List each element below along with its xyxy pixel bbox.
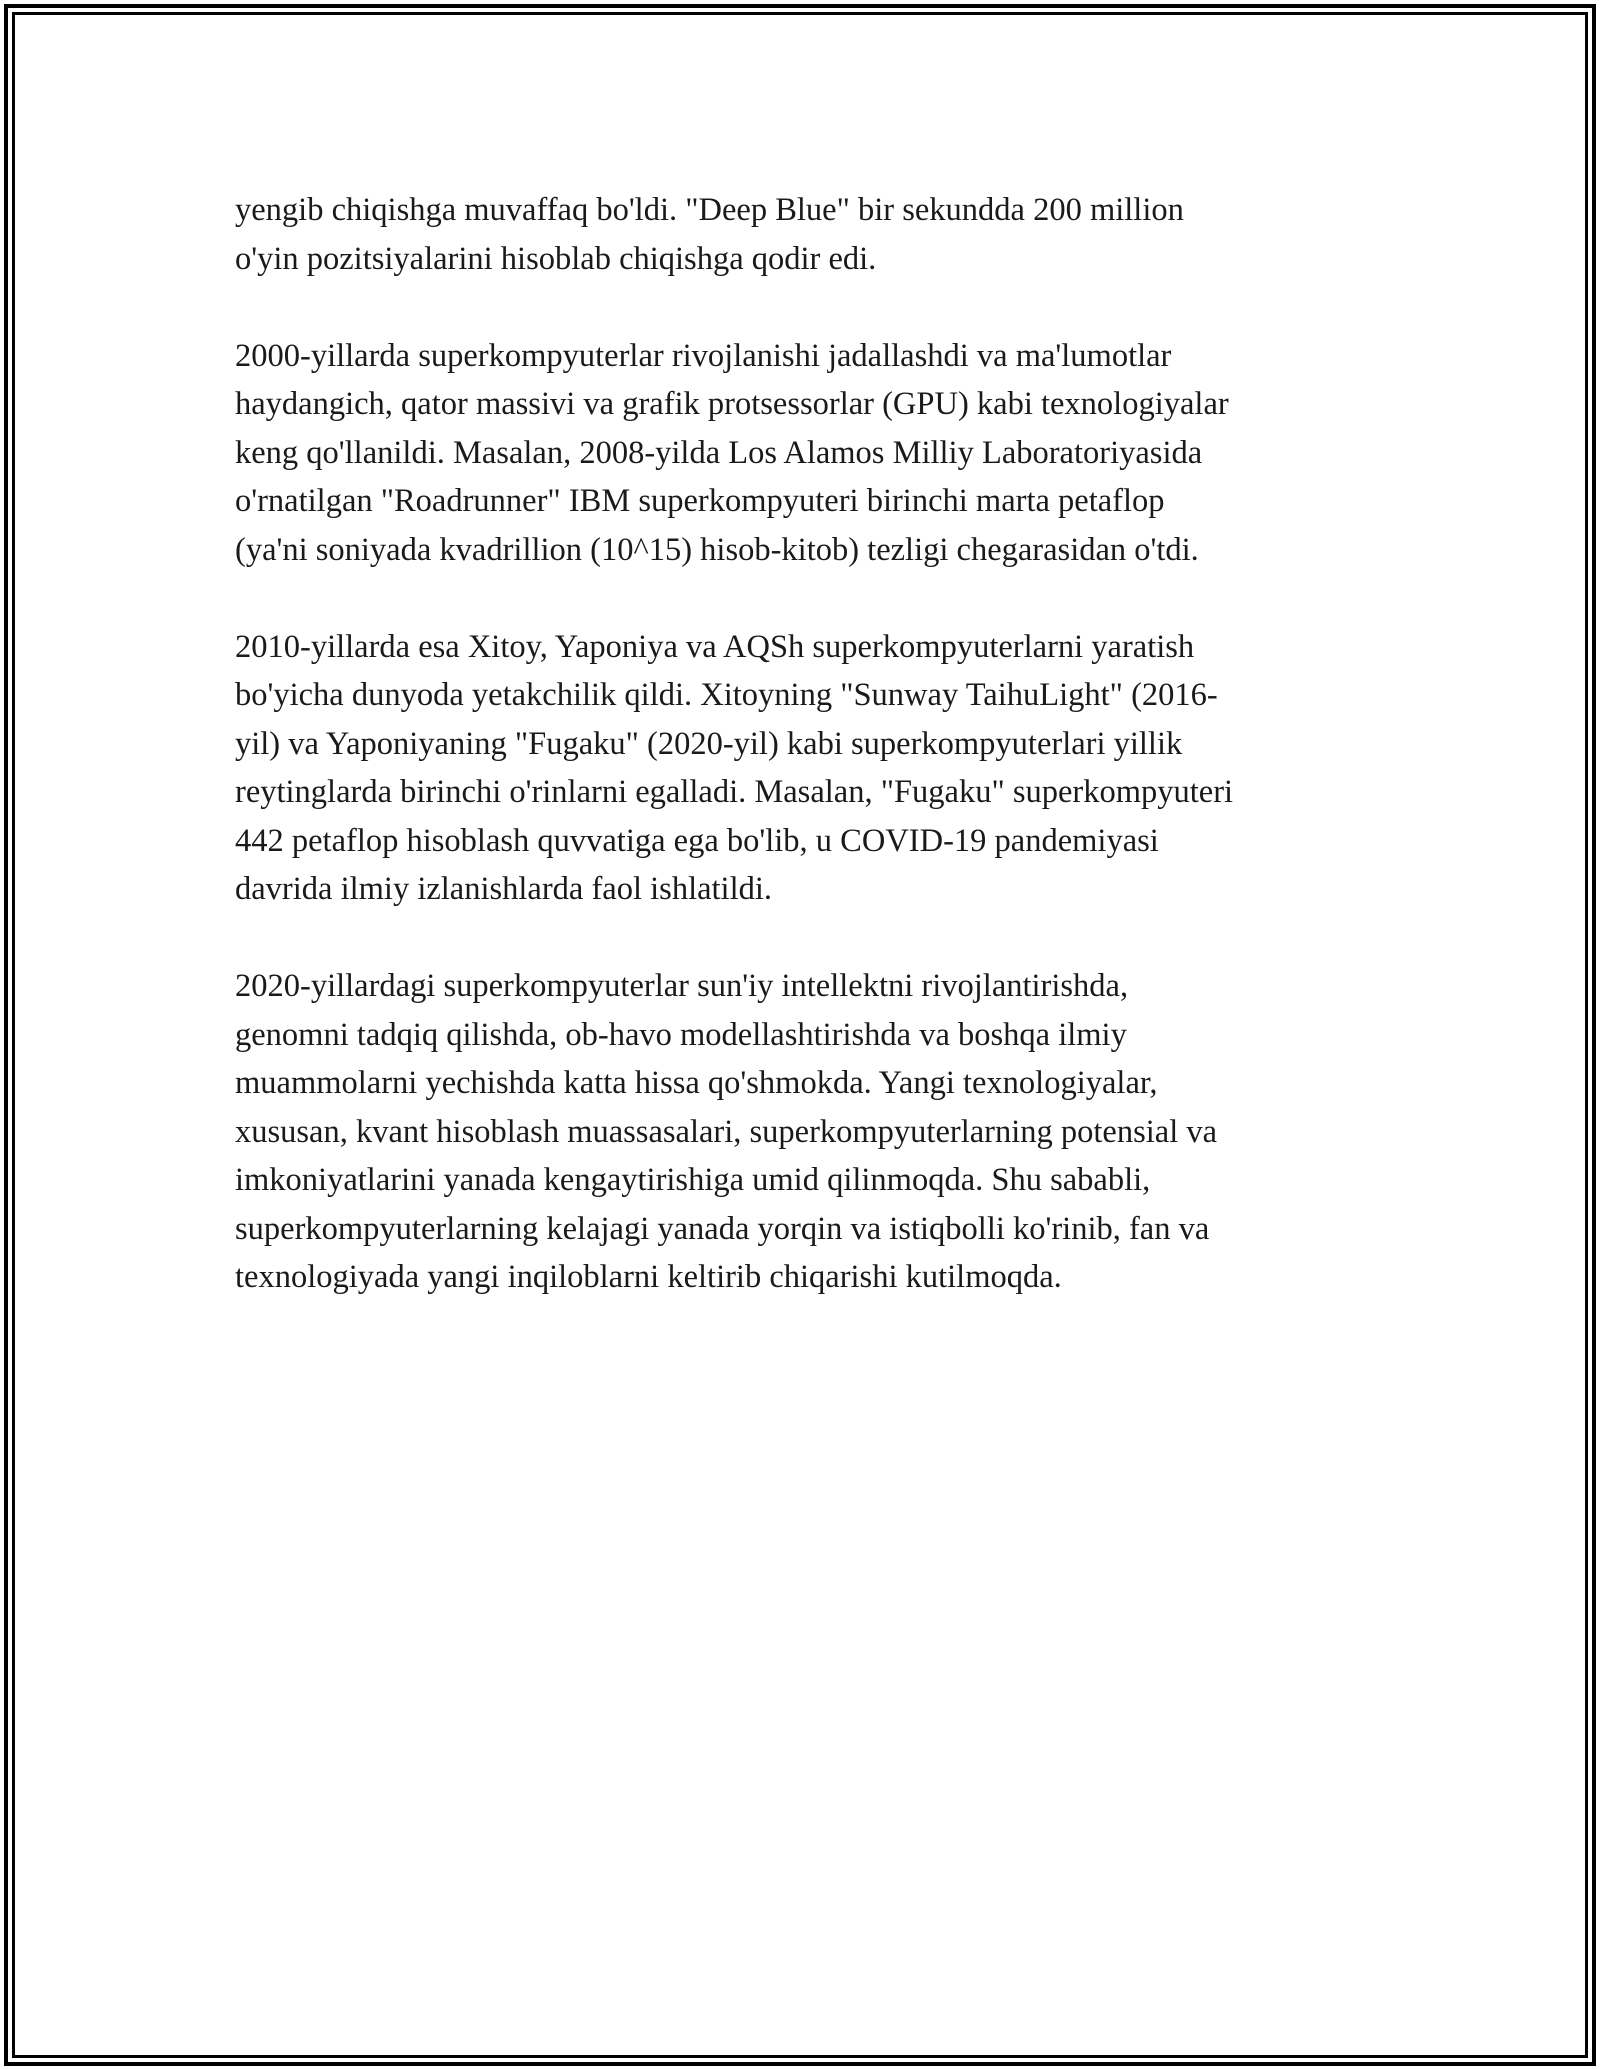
text-line: (ya'ni soniyada kvadrillion (10^15) hisob-kitob) tezligi chegarasidan o'tdi. [235,531,1199,568]
text-line: imkoniyatlarini yanada kengaytirishiga umid qilinmoqda. Shu sababli, [235,1162,1151,1198]
text-line: o'yin pozitsiyalarini hisoblab chiqishga qodir edi. [235,240,877,277]
paragraph-deep-blue [235,186,1385,283]
text-line: yengib chiqishga muvaffaq bo'ldi. "Deep Blue" bir sekundda 200 million [235,192,1184,228]
paragraph-2020s [235,962,1385,1302]
text-line: yil) va Yaponiyaning "Fugaku" (2020-yil) kabi superkompyuterlari yillik [235,725,1183,762]
text-line: superkompyuterlarning kelajagi yanada yorqin va istiqbolli ko'rinib, fan va [235,1210,1210,1247]
text-line: o'rnatilgan "Roadrunner" IBM superkompyuteri birinchi marta petaflop [235,483,1165,519]
text-line: texnologiyada yangi inqiloblarni keltirib chiqarishi kutilmoqda. [235,1259,1062,1295]
text-line: keng qo'llanildi. Masalan, 2008-yilda Los Alamos Milliy Laboratoriyasida [235,434,1203,471]
text-line: 442 petaflop hisoblash quvvatiga ega bo'lib, u COVID-19 pandemiyasi [235,822,1159,859]
text-line: haydangich, qator massivi va grafik protsessorlar (GPU) kabi texnologiyalar [235,386,1229,422]
text-line: genomni tadqiq qilishda, ob-havo modellashtirishda va boshqa ilmiy [235,1016,1127,1053]
text-line: bo'yicha dunyoda yetakchilik qildi. Xitoyning "Sunway TaihuLight" (2016- [235,677,1218,713]
document-body [235,186,1385,1350]
paragraph-2000s [235,332,1385,575]
paragraph-2010s [235,623,1385,914]
text-line: davrida ilmiy izlanishlarda faol ishlatildi. [235,871,773,907]
text-line: muammolarni yechishda katta hissa qo'shmokda. Yangi texnologiyalar, [235,1065,1158,1101]
text-line: 2010-yillarda esa Xitoy, Yaponiya va AQSh superkompyuterlarni yaratish [235,628,1195,665]
text-line: reytinglarda birinchi o'rinlarni egalladi. Masalan, "Fugaku" superkompyuteri [235,774,1234,810]
text-line: xususan, kvant hisoblash muassasalari, superkompyuterlarning potensial va [235,1113,1218,1150]
text-line: 2000-yillarda superkompyuterlar rivojlanishi jadallashdi va ma'lumotlar [235,337,1172,374]
text-line: 2020-yillardagi superkompyuterlar sun'iy intellektni rivojlantirishda, [235,968,1129,1004]
